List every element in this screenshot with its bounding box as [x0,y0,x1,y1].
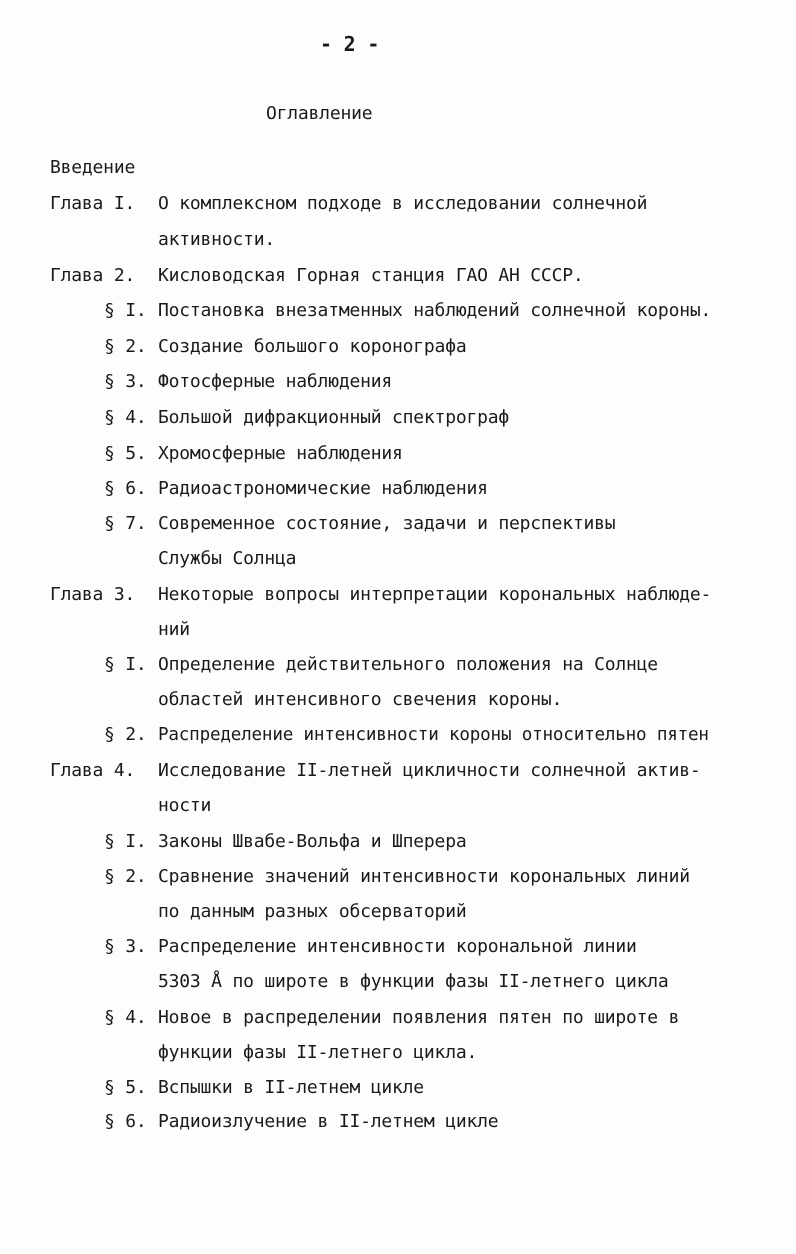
section-label: § I. [104,831,147,852]
section-label: § 7. [104,513,147,534]
chapter-label: Глава I. [50,193,136,214]
section-title-cont: функции фазы II-летнего цикла. [158,1042,478,1063]
section-label: § 5. [104,443,147,464]
section-label: § 6. [104,478,147,499]
section-title: Современное состояние, задачи и перспективы [158,513,616,534]
section-label: § 2. [104,336,147,357]
section-label: § 3. [104,936,147,957]
chapter-title: Некоторые вопросы интерпретации корональных наблюде- [158,584,712,605]
section-label: § 2. [104,866,147,887]
section-title: Распределение интенсивности корональной линии [158,936,637,957]
section-title: Создание большого коронографа [158,336,467,357]
chapter-title: Исследование II-летней цикличности солнечной актив- [158,760,701,781]
section-label: § 4. [104,1007,147,1028]
section-title: Большой дифракционный спектрограф [158,407,510,428]
chapter-title: Кисловодская Горная станция ГАО АН СССР. [158,265,584,286]
page-number: - 2 - [320,32,380,56]
section-label: § I. [104,300,147,321]
toc-heading: Оглавление [266,103,373,124]
section-title: Вспышки в II-летнем цикле [158,1077,424,1098]
chapter-title-cont: ности [158,795,212,816]
section-label: § 5. [104,1077,147,1098]
section-title-cont: областей интенсивного свечения короны. [158,689,563,710]
section-title: Хромосферные наблюдения [158,443,403,464]
section-title: Сравнение значений интенсивности корональных линий [158,866,690,887]
section-title: Постановка внезатменных наблюдений солнечной короны. [158,300,712,321]
section-title-cont: по данным разных обсерваторий [158,901,467,922]
section-title-cont: 5303 Å по широте в функции фазы II-летнего цикла [158,971,669,992]
section-label: § 2. [104,724,147,745]
chapter-title-cont: ний [158,619,190,640]
section-title: Распределение интенсивности короны относительно пятен [158,725,709,745]
chapter-title-cont: активности. [158,229,276,250]
section-label: § 4. [104,407,147,428]
section-title-cont: Службы Солнца [158,548,297,569]
section-title: Определение действительного положения на Солнце [158,654,658,675]
section-title: Радиоизлучение в II-летнем цикле [158,1111,499,1132]
section-label: § 6. [104,1111,147,1132]
chapter-label: Глава 4. [50,760,136,781]
section-title: Радиоастрономические наблюдения [158,478,488,499]
section-title: Новое в распределении появления пятен по широте в [158,1007,680,1028]
chapter-label: Глава 2. [50,265,136,286]
section-label: § 3. [104,371,147,392]
section-title: Фотосферные наблюдения [158,371,393,392]
chapter-title: О комплексном подходе в исследовании солнечной [158,193,648,214]
section-label: § I. [104,654,147,675]
chapter-label: Глава 3. [50,584,136,605]
section-title: Законы Швабе-Вольфа и Шперера [158,831,467,852]
toc-introduction: Введение [50,157,136,178]
